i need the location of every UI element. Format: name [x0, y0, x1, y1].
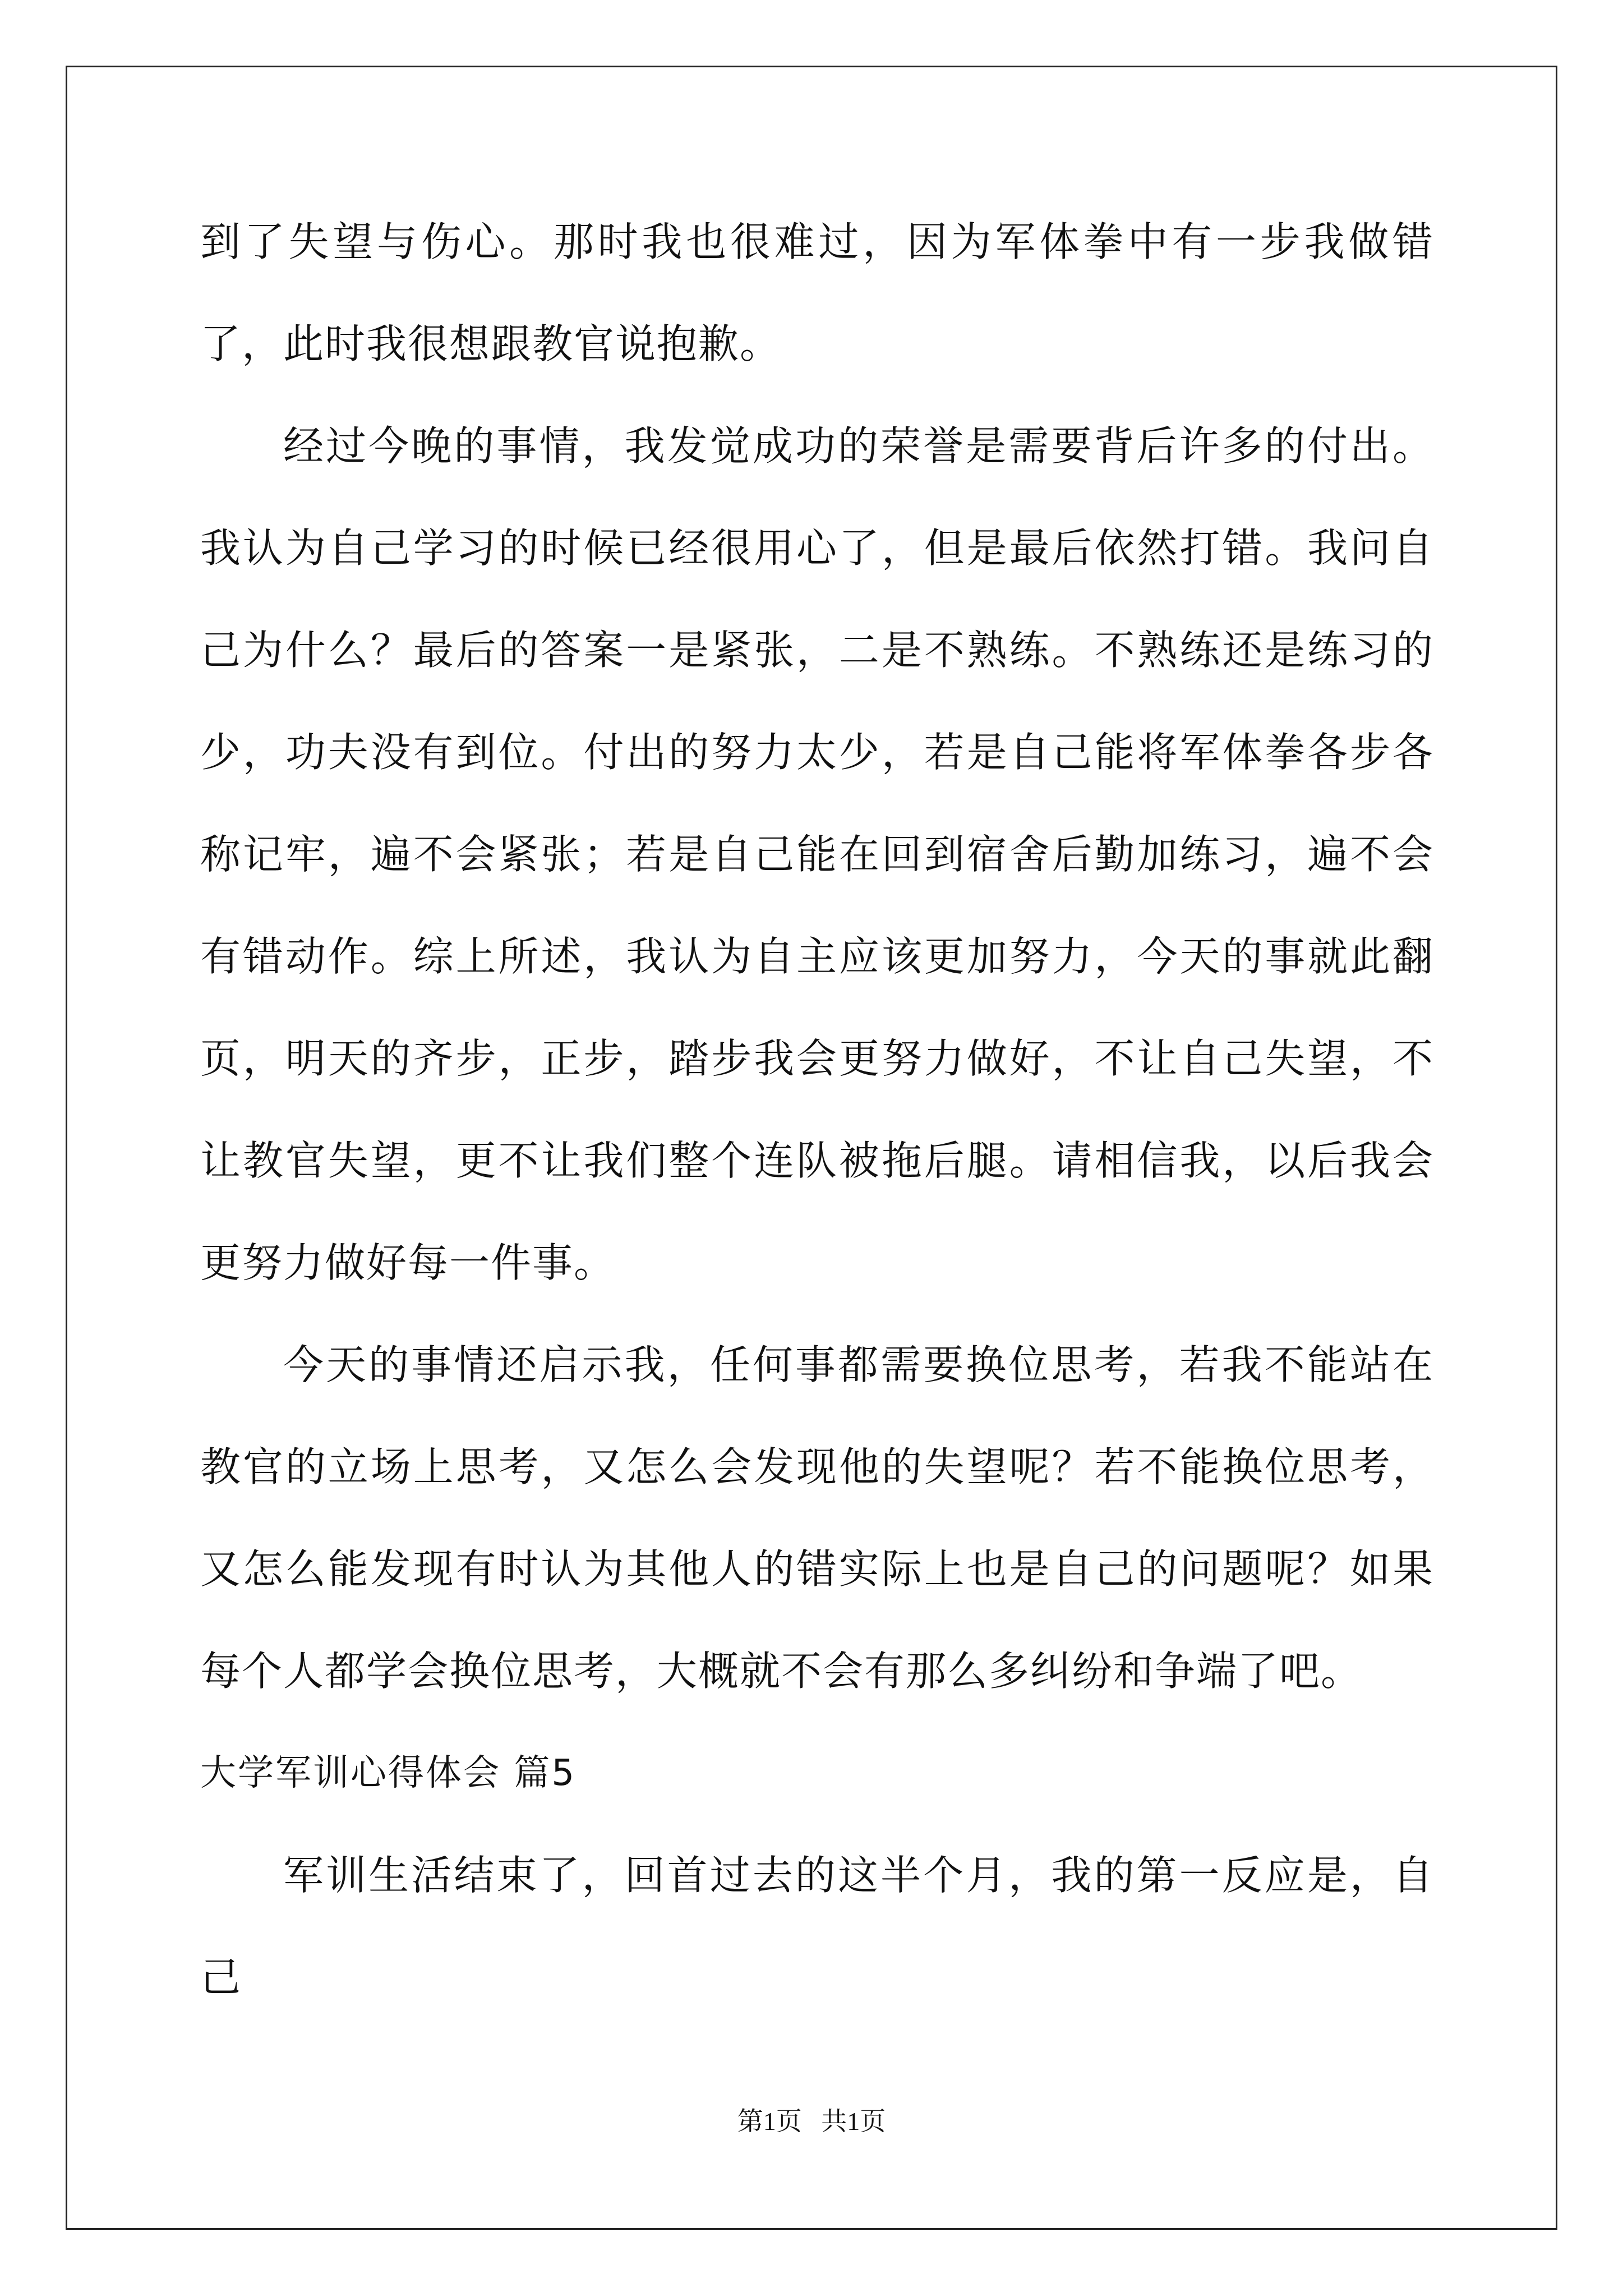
page-footer: 第1页 共1页	[737, 2107, 886, 2136]
paragraph-4: 军训生活结束了，回首过去的这半个月，我的第一反应是，自己	[200, 1852, 1434, 2001]
paragraph-1: 到了失望与伤心。那时我也很难过，因为军体拳中有一步我做错了，此时我很想跟教官说抱歉。	[200, 218, 1434, 367]
paragraph-2: 经过今晚的事情，我发觉成功的荣誉是需要背后许多的付出。我认为自己学习的时候已经很用心了，但是最后依然打错。我问自己为什么？最后的答案一是紧张，二是不熟练。不熟练还是练习的少，功夫没有到位。付出的努力太少，若是自己能将军体拳各步各称记牢，遍不会紧张；若是自己能在回到宿舍后勤加练习，遍不会有错动作。综上所述，我认为自主应该更加努力，今天的事就此翻页，明天的齐步，正步，踏步我会更努力做好，不让自己失望，不让教官失望，更不让我们整个连队被拖后腿。请相信我，以后我会更努力做好每一件事。	[200, 422, 1434, 1286]
document-body	[200, 191, 1434, 2028]
paragraph-3: 今天的事情还启示我，任何事都需要换位思考，若我不能站在教官的立场上思考，又怎么会发现他的失望呢？若不能换位思考，又怎么能发现有时认为其他人的错实际上也是自己的问题呢？如果每个人都学会换位思考，大概就不会有那么多纠纷和争端了吧。	[200, 1341, 1434, 1695]
section-heading: 大学军训心得体会 篇5	[200, 1752, 577, 1794]
